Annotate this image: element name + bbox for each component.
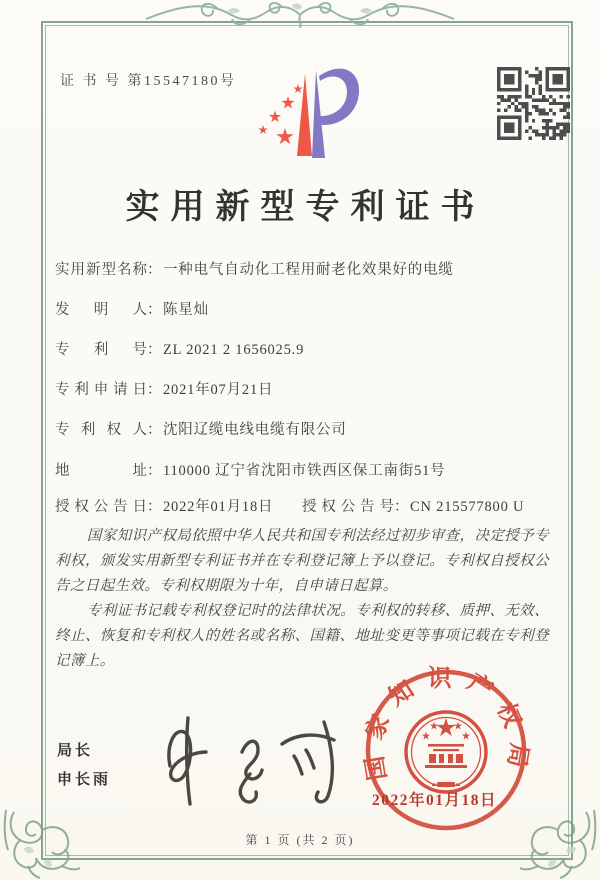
signature-autograph	[146, 712, 346, 812]
field-row-address	[55, 459, 565, 480]
qr-code	[497, 67, 570, 140]
field-colon: ：	[147, 422, 162, 438]
page-footer: 第 1 页 (共 2 页)	[245, 833, 355, 847]
field-row-name	[55, 258, 565, 279]
field-colon: ：	[147, 463, 162, 479]
field-row-filing-date	[55, 378, 565, 399]
signer-block	[57, 736, 111, 794]
field-colon: ：	[147, 302, 162, 318]
field-colon: ：	[147, 262, 162, 278]
certificate-title: 实用新型专利证书	[125, 189, 486, 226]
official-seal	[360, 664, 532, 836]
grant-date-value: 2022年01月18日	[163, 499, 274, 515]
field-row-patent-number	[55, 338, 565, 359]
field-label: 发明人	[55, 302, 147, 318]
signer-title: 局长	[57, 742, 94, 759]
paragraph-1: 国家知识产权局依照中华人民共和国专利法经过初步审查，决定授予专利权，颁发实用新型专利证书并在专利登记簿上予以登记。专利权自授权公告之日起生效。专利权期限为十年，自申请日起算。	[55, 528, 549, 594]
certificate-number: 证 书 号 第15547180号	[60, 74, 237, 89]
field-label: 专利申请日	[55, 382, 147, 398]
field-colon: ：	[147, 499, 162, 515]
cnipa-logo	[245, 63, 360, 165]
grant-number-value: CN 215577800 U	[410, 499, 525, 515]
field-colon: ：	[394, 499, 409, 515]
field-row-inventor	[55, 298, 565, 319]
legal-text-block	[55, 524, 549, 674]
field-label: 专利号	[55, 342, 147, 358]
national-emblem-icon	[406, 712, 486, 792]
field-value: 一种电气自动化工程用耐老化效果好的电缆	[163, 262, 454, 278]
field-value: ZL 2021 2 1656025.9	[163, 342, 305, 358]
top-scroll-ornament-icon	[140, 0, 460, 30]
field-value: 沈阳辽缆电线电缆有限公司	[163, 422, 347, 438]
grant-number-pair	[302, 495, 524, 516]
field-label: 地址	[55, 463, 147, 479]
field-value: 陈星灿	[163, 302, 209, 318]
field-colon: ：	[147, 382, 162, 398]
field-row-grant	[55, 495, 565, 516]
field-label: 专利权人	[55, 422, 147, 438]
field-label: 授权公告日	[55, 499, 147, 515]
signer-name: 申长雨	[57, 771, 112, 788]
field-value: 110000 辽宁省沈阳市铁西区保工南街51号	[163, 463, 446, 479]
field-label: 实用新型名称	[55, 262, 147, 278]
paragraph-2: 专利证书记载专利权登记时的法律状况。专利权的转移、质押、无效、终止、恢复和专利权人的姓名或名称、国籍、地址变更等事项记载在专利登记簿上。	[55, 603, 549, 669]
field-value: 2021年07月21日	[163, 382, 274, 398]
seal-text: 国家知识产权局	[360, 665, 532, 783]
seal-date: 2022年01月18日	[372, 792, 498, 809]
field-label: 授权公告号	[302, 499, 394, 515]
field-colon: ：	[147, 342, 162, 358]
field-row-patentee	[55, 418, 565, 439]
